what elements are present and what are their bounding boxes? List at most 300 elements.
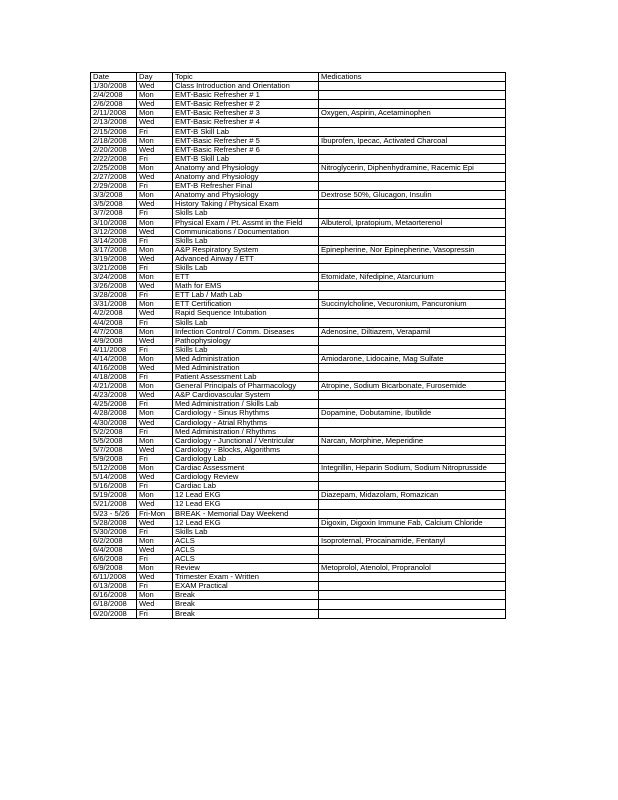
table-row bbox=[91, 136, 506, 145]
table-row bbox=[91, 127, 506, 136]
medications-cell bbox=[319, 364, 506, 373]
table-row bbox=[91, 145, 506, 154]
medications-cell: Nitroglycerin, Diphenhydramine, Racemic Epi bbox=[319, 163, 506, 172]
date-cell: 3/28/2008 bbox=[91, 291, 137, 300]
date-cell: 3/17/2008 bbox=[91, 245, 137, 254]
medications-cell: Narcan, Morphine, Meperidine bbox=[319, 436, 506, 445]
topic-cell: Anatomy and Physiology bbox=[173, 173, 319, 182]
date-cell: 5/28/2008 bbox=[91, 518, 137, 527]
day-cell: Wed bbox=[137, 500, 173, 509]
topic-cell: Advanced Airway / ETT bbox=[173, 254, 319, 263]
medications-cell bbox=[319, 482, 506, 491]
medications-cell bbox=[319, 154, 506, 163]
medications-cell bbox=[319, 336, 506, 345]
date-cell: 5/19/2008 bbox=[91, 491, 137, 500]
medications-cell bbox=[319, 454, 506, 463]
table-row bbox=[91, 418, 506, 427]
topic-cell: EMT-Basic Refresher # 3 bbox=[173, 109, 319, 118]
date-cell: 4/21/2008 bbox=[91, 382, 137, 391]
day-cell: Wed bbox=[137, 173, 173, 182]
table-row bbox=[91, 154, 506, 163]
day-cell: Fri bbox=[137, 482, 173, 491]
topic-cell: Cardiac Assessment bbox=[173, 464, 319, 473]
medications-cell: Amiodarone, Lidocaine, Mag Sulfate bbox=[319, 354, 506, 363]
day-cell: Mon bbox=[137, 91, 173, 100]
day-cell: Wed bbox=[137, 600, 173, 609]
table-row bbox=[91, 473, 506, 482]
topic-cell: ACLS bbox=[173, 545, 319, 554]
day-cell: Wed bbox=[137, 418, 173, 427]
table-row bbox=[91, 373, 506, 382]
table-row bbox=[91, 391, 506, 400]
medications-cell: Metoprolol, Atenolol, Propranolol bbox=[319, 564, 506, 573]
date-cell: 3/7/2008 bbox=[91, 209, 137, 218]
topic-cell: Rapid Sequence Intubation bbox=[173, 309, 319, 318]
topic-cell: Cardiology Review bbox=[173, 473, 319, 482]
day-cell: Wed bbox=[137, 518, 173, 527]
table-row bbox=[91, 336, 506, 345]
table-row bbox=[91, 573, 506, 582]
day-cell: Mon bbox=[137, 354, 173, 363]
date-cell: 2/15/2008 bbox=[91, 127, 137, 136]
topic-cell: Med Administration / Rhythms bbox=[173, 427, 319, 436]
topic-cell: ACLS bbox=[173, 554, 319, 563]
day-cell: Fri bbox=[137, 609, 173, 618]
medications-cell bbox=[319, 263, 506, 272]
date-cell: 5/7/2008 bbox=[91, 445, 137, 454]
day-cell: Wed bbox=[137, 309, 173, 318]
medications-cell: Ibuprofen, Ipecac, Activated Charcoal bbox=[319, 136, 506, 145]
day-cell: Fri bbox=[137, 318, 173, 327]
day-cell: Wed bbox=[137, 282, 173, 291]
table-row bbox=[91, 163, 506, 172]
medications-cell bbox=[319, 291, 506, 300]
medications-cell bbox=[319, 91, 506, 100]
medications-cell bbox=[319, 236, 506, 245]
medications-cell: Isoproternal, Procainamide, Fentanyl bbox=[319, 536, 506, 545]
medications-cell: Oxygen, Aspirin, Acetaminophen bbox=[319, 109, 506, 118]
table-row bbox=[91, 600, 506, 609]
topic-cell: Skills Lab bbox=[173, 527, 319, 536]
medications-cell: Adenosine, Diltiazem, Verapamil bbox=[319, 327, 506, 336]
day-cell: Fri bbox=[137, 373, 173, 382]
topic-cell: Physical Exam / Pt. Assmt in the Field bbox=[173, 218, 319, 227]
medications-cell bbox=[319, 445, 506, 454]
date-cell: 2/18/2008 bbox=[91, 136, 137, 145]
topic-cell: Trimester Exam - Written bbox=[173, 573, 319, 582]
table-row bbox=[91, 609, 506, 618]
medications-cell bbox=[319, 582, 506, 591]
table-row bbox=[91, 354, 506, 363]
medications-cell bbox=[319, 82, 506, 91]
table-row bbox=[91, 509, 506, 518]
day-cell: Mon bbox=[137, 536, 173, 545]
table-row bbox=[91, 254, 506, 263]
date-cell: 6/6/2008 bbox=[91, 554, 137, 563]
day-cell: Wed bbox=[137, 364, 173, 373]
topic-cell: Patient Assessment Lab bbox=[173, 373, 319, 382]
day-cell: Fri-Mon bbox=[137, 509, 173, 518]
table-row bbox=[91, 345, 506, 354]
day-cell: Wed bbox=[137, 254, 173, 263]
medications-cell bbox=[319, 545, 506, 554]
date-cell: 2/4/2008 bbox=[91, 91, 137, 100]
table-row bbox=[91, 227, 506, 236]
date-cell: 3/10/2008 bbox=[91, 218, 137, 227]
date-cell: 4/11/2008 bbox=[91, 345, 137, 354]
table-row bbox=[91, 91, 506, 100]
day-cell: Mon bbox=[137, 273, 173, 282]
header-row bbox=[91, 73, 506, 82]
table-row bbox=[91, 191, 506, 200]
medications-cell bbox=[319, 473, 506, 482]
date-cell: 6/13/2008 bbox=[91, 582, 137, 591]
header-date: Date bbox=[91, 73, 137, 82]
topic-cell: Break bbox=[173, 609, 319, 618]
day-cell: Mon bbox=[137, 382, 173, 391]
topic-cell: Skills Lab bbox=[173, 236, 319, 245]
topic-cell: A&P Respiratory System bbox=[173, 245, 319, 254]
topic-cell: Skills Lab bbox=[173, 345, 319, 354]
date-cell: 2/6/2008 bbox=[91, 100, 137, 109]
topic-cell: EMT-B Skill Lab bbox=[173, 127, 319, 136]
table-row bbox=[91, 536, 506, 545]
table-row bbox=[91, 518, 506, 527]
medications-cell bbox=[319, 509, 506, 518]
date-cell: 4/2/2008 bbox=[91, 309, 137, 318]
day-cell: Mon bbox=[137, 564, 173, 573]
day-cell: Fri bbox=[137, 182, 173, 191]
medications-cell: Diazepam, Midazolam, Romazican bbox=[319, 491, 506, 500]
table-row bbox=[91, 309, 506, 318]
date-cell: 5/23 - 5/26 bbox=[91, 509, 137, 518]
topic-cell: EMT-B Skill Lab bbox=[173, 154, 319, 163]
day-cell: Fri bbox=[137, 527, 173, 536]
date-cell: 2/20/2008 bbox=[91, 145, 137, 154]
topic-cell: Communications / Documentation bbox=[173, 227, 319, 236]
day-cell: Wed bbox=[137, 573, 173, 582]
table-row bbox=[91, 582, 506, 591]
date-cell: 6/2/2008 bbox=[91, 536, 137, 545]
medications-cell bbox=[319, 554, 506, 563]
date-cell: 4/4/2008 bbox=[91, 318, 137, 327]
day-cell: Wed bbox=[137, 227, 173, 236]
date-cell: 4/18/2008 bbox=[91, 373, 137, 382]
date-cell: 5/2/2008 bbox=[91, 427, 137, 436]
table-row bbox=[91, 291, 506, 300]
date-cell: 6/9/2008 bbox=[91, 564, 137, 573]
date-cell: 4/30/2008 bbox=[91, 418, 137, 427]
topic-cell: Skills Lab bbox=[173, 263, 319, 272]
medications-cell bbox=[319, 100, 506, 109]
header-medications: Medications bbox=[319, 73, 506, 82]
topic-cell: ETT Lab / Math Lab bbox=[173, 291, 319, 300]
day-cell: Mon bbox=[137, 245, 173, 254]
table-row bbox=[91, 282, 506, 291]
topic-cell: ACLS bbox=[173, 536, 319, 545]
medications-cell: Digoxin, Digoxin Immune Fab, Calcium Chloride bbox=[319, 518, 506, 527]
topic-cell: Cardiology - Sinus Rhythms bbox=[173, 409, 319, 418]
topic-cell: Med Administration bbox=[173, 364, 319, 373]
schedule-table bbox=[90, 72, 506, 619]
medications-cell bbox=[319, 173, 506, 182]
date-cell: 2/11/2008 bbox=[91, 109, 137, 118]
topic-cell: Med Administration / Skills Lab bbox=[173, 400, 319, 409]
day-cell: Fri bbox=[137, 345, 173, 354]
day-cell: Fri bbox=[137, 263, 173, 272]
medications-cell bbox=[319, 400, 506, 409]
medications-cell: Epinepherine, Nor Epinepherine, Vasopressin bbox=[319, 245, 506, 254]
day-cell: Wed bbox=[137, 445, 173, 454]
medications-cell bbox=[319, 527, 506, 536]
day-cell: Wed bbox=[137, 391, 173, 400]
schedule-body bbox=[91, 82, 506, 619]
day-cell: Fri bbox=[137, 236, 173, 245]
date-cell: 3/12/2008 bbox=[91, 227, 137, 236]
table-row bbox=[91, 527, 506, 536]
day-cell: Wed bbox=[137, 118, 173, 127]
topic-cell: Break bbox=[173, 600, 319, 609]
date-cell: 2/22/2008 bbox=[91, 154, 137, 163]
medications-cell: Albuterol, Ipratopium, Metaorterenol bbox=[319, 218, 506, 227]
topic-cell: Skills Lab bbox=[173, 318, 319, 327]
medications-cell bbox=[319, 418, 506, 427]
medications-cell bbox=[319, 145, 506, 154]
day-cell: Wed bbox=[137, 100, 173, 109]
day-cell: Wed bbox=[137, 82, 173, 91]
medications-cell: Dopamine, Dobutamine, Ibutilide bbox=[319, 409, 506, 418]
table-row bbox=[91, 427, 506, 436]
table-row bbox=[91, 318, 506, 327]
topic-cell: Skills Lab bbox=[173, 209, 319, 218]
table-row bbox=[91, 100, 506, 109]
topic-cell: History Taking / Physical Exam bbox=[173, 200, 319, 209]
date-cell: 6/20/2008 bbox=[91, 609, 137, 618]
day-cell: Mon bbox=[137, 163, 173, 172]
date-cell: 4/16/2008 bbox=[91, 364, 137, 373]
day-cell: Wed bbox=[137, 545, 173, 554]
day-cell: Fri bbox=[137, 582, 173, 591]
topic-cell: 12 Lead EKG bbox=[173, 491, 319, 500]
table-row bbox=[91, 236, 506, 245]
topic-cell: Infection Control / Comm. Diseases bbox=[173, 327, 319, 336]
topic-cell: General Principals of Pharmacology bbox=[173, 382, 319, 391]
medications-cell bbox=[319, 309, 506, 318]
date-cell: 3/31/2008 bbox=[91, 300, 137, 309]
date-cell: 2/13/2008 bbox=[91, 118, 137, 127]
table-row bbox=[91, 482, 506, 491]
topic-cell: Anatomy and Physiology bbox=[173, 163, 319, 172]
medications-cell bbox=[319, 500, 506, 509]
table-row bbox=[91, 591, 506, 600]
header-day: Day bbox=[137, 73, 173, 82]
day-cell: Wed bbox=[137, 200, 173, 209]
date-cell: 5/14/2008 bbox=[91, 473, 137, 482]
topic-cell: BREAK - Memorial Day Weekend bbox=[173, 509, 319, 518]
day-cell: Fri bbox=[137, 154, 173, 163]
date-cell: 4/25/2008 bbox=[91, 400, 137, 409]
date-cell: 5/16/2008 bbox=[91, 482, 137, 491]
table-row bbox=[91, 545, 506, 554]
topic-cell: ETT bbox=[173, 273, 319, 282]
table-row bbox=[91, 409, 506, 418]
day-cell: Mon bbox=[137, 136, 173, 145]
topic-cell: EMT-Basic Refresher # 2 bbox=[173, 100, 319, 109]
medications-cell bbox=[319, 573, 506, 582]
medications-cell: Atropine, Sodium Bicarbonate, Furosemide bbox=[319, 382, 506, 391]
medications-cell: Etomidate, Nifedipine, Atarcurium bbox=[319, 273, 506, 282]
date-cell: 4/7/2008 bbox=[91, 327, 137, 336]
date-cell: 1/30/2008 bbox=[91, 82, 137, 91]
table-row bbox=[91, 209, 506, 218]
date-cell: 3/3/2008 bbox=[91, 191, 137, 200]
topic-cell: EXAM Practical bbox=[173, 582, 319, 591]
date-cell: 6/16/2008 bbox=[91, 591, 137, 600]
topic-cell: Class Introduction and Orientation bbox=[173, 82, 319, 91]
date-cell: 5/21/2008 bbox=[91, 500, 137, 509]
date-cell: 4/23/2008 bbox=[91, 391, 137, 400]
date-cell: 4/9/2008 bbox=[91, 336, 137, 345]
date-cell: 2/27/2008 bbox=[91, 173, 137, 182]
day-cell: Mon bbox=[137, 218, 173, 227]
topic-cell: A&P Cardiovascular System bbox=[173, 391, 319, 400]
date-cell: 3/21/2008 bbox=[91, 263, 137, 272]
table-row bbox=[91, 564, 506, 573]
medications-cell bbox=[319, 345, 506, 354]
day-cell: Mon bbox=[137, 109, 173, 118]
topic-cell: EMT-Basic Refresher # 1 bbox=[173, 91, 319, 100]
table-row bbox=[91, 382, 506, 391]
date-cell: 6/4/2008 bbox=[91, 545, 137, 554]
date-cell: 5/9/2008 bbox=[91, 454, 137, 463]
table-row bbox=[91, 445, 506, 454]
date-cell: 4/28/2008 bbox=[91, 409, 137, 418]
topic-cell: Cardiology - Junctional / Ventricular bbox=[173, 436, 319, 445]
topic-cell: Med Administration bbox=[173, 354, 319, 363]
day-cell: Mon bbox=[137, 491, 173, 500]
table-row bbox=[91, 554, 506, 563]
table-row bbox=[91, 263, 506, 272]
medications-cell bbox=[319, 427, 506, 436]
day-cell: Mon bbox=[137, 327, 173, 336]
day-cell: Fri bbox=[137, 427, 173, 436]
topic-cell: Cardiology - Blocks, Algorithms bbox=[173, 445, 319, 454]
topic-cell: EMT-B Refresher Final bbox=[173, 182, 319, 191]
medications-cell bbox=[319, 182, 506, 191]
day-cell: Fri bbox=[137, 127, 173, 136]
medications-cell: Integrillin, Heparin Sodium, Sodium Nitroprusside bbox=[319, 464, 506, 473]
day-cell: Mon bbox=[137, 191, 173, 200]
day-cell: Mon bbox=[137, 409, 173, 418]
table-row bbox=[91, 500, 506, 509]
table-row bbox=[91, 173, 506, 182]
topic-cell: EMT-Basic Refresher # 6 bbox=[173, 145, 319, 154]
header-topic: Topic bbox=[173, 73, 319, 82]
medications-cell bbox=[319, 254, 506, 263]
table-row bbox=[91, 82, 506, 91]
day-cell: Fri bbox=[137, 209, 173, 218]
date-cell: 3/26/2008 bbox=[91, 282, 137, 291]
topic-cell: Anatomy and Physiology bbox=[173, 191, 319, 200]
date-cell: 3/19/2008 bbox=[91, 254, 137, 263]
table-row bbox=[91, 327, 506, 336]
day-cell: Mon bbox=[137, 464, 173, 473]
date-cell: 3/14/2008 bbox=[91, 236, 137, 245]
topic-cell: ETT Certification bbox=[173, 300, 319, 309]
date-cell: 4/14/2008 bbox=[91, 354, 137, 363]
medications-cell bbox=[319, 200, 506, 209]
date-cell: 2/25/2008 bbox=[91, 163, 137, 172]
table-row bbox=[91, 400, 506, 409]
topic-cell: Cardiac Lab bbox=[173, 482, 319, 491]
topic-cell: Break bbox=[173, 591, 319, 600]
medications-cell bbox=[319, 373, 506, 382]
medications-cell bbox=[319, 282, 506, 291]
table-row bbox=[91, 436, 506, 445]
day-cell: Fri bbox=[137, 291, 173, 300]
medications-cell bbox=[319, 600, 506, 609]
day-cell: Fri bbox=[137, 454, 173, 463]
table-row bbox=[91, 364, 506, 373]
medications-cell bbox=[319, 127, 506, 136]
day-cell: Mon bbox=[137, 436, 173, 445]
medications-cell bbox=[319, 227, 506, 236]
table-row bbox=[91, 182, 506, 191]
topic-cell: 12 Lead EKG bbox=[173, 500, 319, 509]
medications-cell bbox=[319, 609, 506, 618]
date-cell: 2/29/2008 bbox=[91, 182, 137, 191]
table-row bbox=[91, 118, 506, 127]
medications-cell bbox=[319, 318, 506, 327]
day-cell: Fri bbox=[137, 554, 173, 563]
topic-cell: Review bbox=[173, 564, 319, 573]
day-cell: Wed bbox=[137, 336, 173, 345]
medications-cell bbox=[319, 591, 506, 600]
medications-cell bbox=[319, 118, 506, 127]
date-cell: 6/11/2008 bbox=[91, 573, 137, 582]
medications-cell bbox=[319, 391, 506, 400]
table-row bbox=[91, 218, 506, 227]
table-row bbox=[91, 300, 506, 309]
medications-cell: Dextrose 50%, Glucagon, Insulin bbox=[319, 191, 506, 200]
day-cell: Mon bbox=[137, 300, 173, 309]
topic-cell: Pathophysiology bbox=[173, 336, 319, 345]
date-cell: 5/12/2008 bbox=[91, 464, 137, 473]
date-cell: 5/5/2008 bbox=[91, 436, 137, 445]
date-cell: 5/30/2008 bbox=[91, 527, 137, 536]
table-row bbox=[91, 273, 506, 282]
medications-cell bbox=[319, 209, 506, 218]
topic-cell: Cardiology - Atrial Rhythms bbox=[173, 418, 319, 427]
date-cell: 3/5/2008 bbox=[91, 200, 137, 209]
table-row bbox=[91, 200, 506, 209]
day-cell: Wed bbox=[137, 145, 173, 154]
table-row bbox=[91, 245, 506, 254]
topic-cell: EMT-Basic Refresher # 5 bbox=[173, 136, 319, 145]
date-cell: 6/18/2008 bbox=[91, 600, 137, 609]
topic-cell: 12 Lead EKG bbox=[173, 518, 319, 527]
topic-cell: EMT-Basic Refresher # 4 bbox=[173, 118, 319, 127]
medications-cell: Succinylcholine, Vecuronium, Pancuronium bbox=[319, 300, 506, 309]
table-row bbox=[91, 464, 506, 473]
table-row bbox=[91, 491, 506, 500]
topic-cell: Math for EMS bbox=[173, 282, 319, 291]
table-row bbox=[91, 109, 506, 118]
day-cell: Mon bbox=[137, 591, 173, 600]
day-cell: Wed bbox=[137, 473, 173, 482]
day-cell: Fri bbox=[137, 400, 173, 409]
table-row bbox=[91, 454, 506, 463]
